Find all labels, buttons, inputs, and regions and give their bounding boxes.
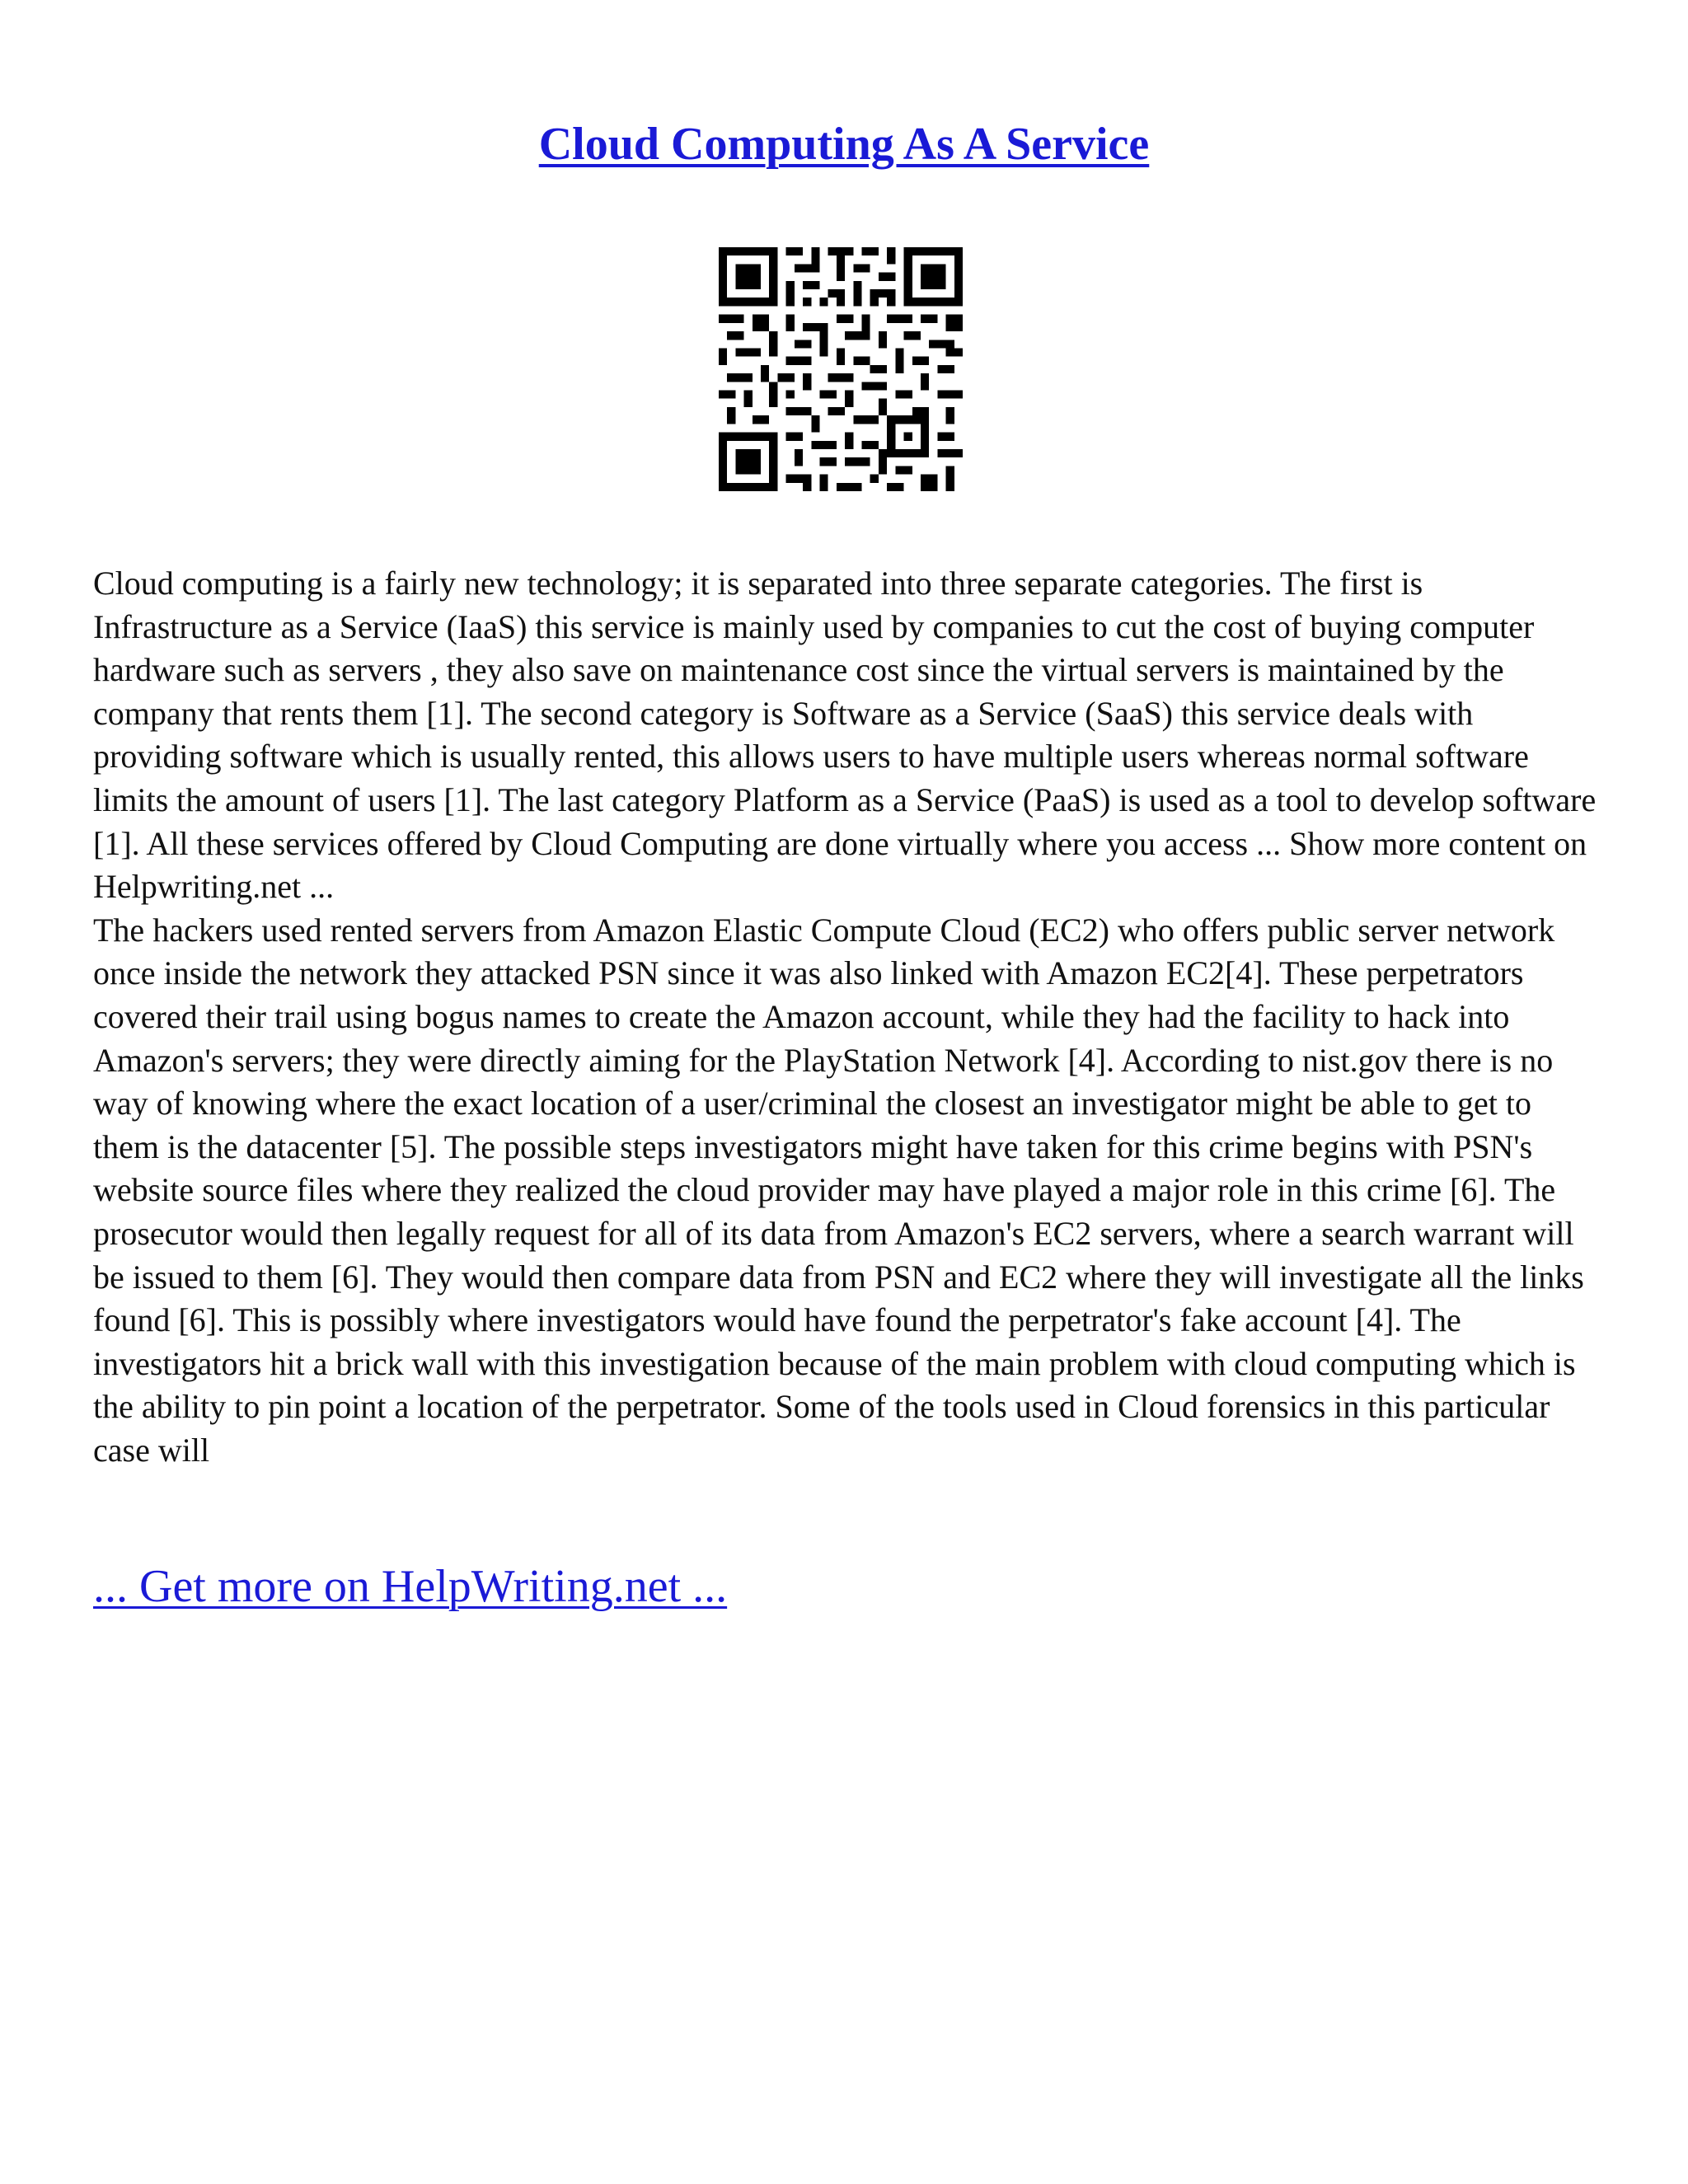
get-more-link[interactable]: ... Get more on HelpWriting.net ...	[93, 1561, 728, 1612]
title-link[interactable]: Cloud Computing As A Service	[538, 119, 1150, 170]
paragraph-investigation: The hackers used rented servers from Amazon Elastic Compute Cloud (EC2) who offers public server network once inside the network they attacked PSN since it was also linked with Amazon EC2[4]. These perpetrators covered their trail using bogus names to create the Amazon account, while they had the facility to hack into Amazon's servers; they were directly aiming for the PlayStation Network [4]. According to nist.gov there is no way of knowing where the exact location of a user/criminal the closest an investigator might be able to get to them is the datacenter [5]. The possible steps investigators might have taken for this crime begins with PSN's website source files where they realized the cloud provider may have played a major role in this crime [6]. The prosecutor would then legally request for all of its data from Amazon's EC2 servers, where a search warrant will be issued to them [6]. They would then compare data from PSN and EC2 where they will investigate all the links found [6]. This is possibly where investigators would have found the perpetrator's fake account [4]. The investigators hit a brick wall with this investigation because of the main problem with cloud computing which is the ability to pin point a location of the perpetrator. Some of the tools used in Cloud forensics in this particular case will	[93, 911, 1584, 1469]
article-body	[93, 562, 1601, 1472]
page-title	[0, 115, 1688, 173]
more-link-container	[93, 1558, 727, 1615]
paragraph-intro: Cloud computing is a fairly new technology; it is separated into three separate categories. The first is Infrastructure as a Service (IaaS) this service is mainly used by companies to cut the cost of buying computer hardware such as servers , they also save on maintenance cost since the virtual servers is maintained by the company that rents them [1]. The second category is Software as a Service (SaaS) this service deals with providing software which is usually rented, this allows users to have multiple users whereas normal software limits the amount of users [1]. The last category Platform as a Service (PaaS) is used as a tool to develop software [1]. All these services offered by Cloud Computing are done virtually where you access ... Show more content on Helpwriting.net ...	[93, 565, 1597, 906]
qr-code-icon	[719, 247, 963, 491]
